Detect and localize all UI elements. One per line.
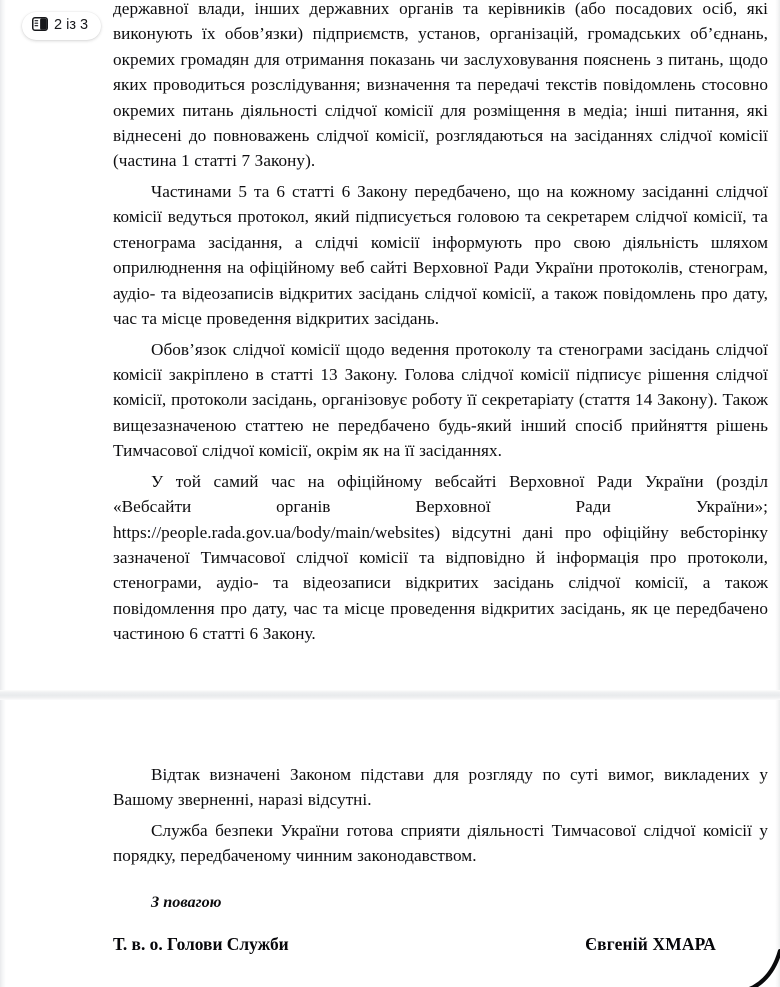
paragraph: У той самий час на офіційному вебсайті Верховної Ради України (розділ «Вебсайти органів Верховної Ради України»; https://people.rada.gov.ua/body/main/websites) відсутні дані про офіційну вебсторінку зазначеної Тимчасової слідчої комісії та відповідно й інформація про протоколи, стенограми, аудіо- та відеозаписи відкритих засідань слідчої комісії, а також повідомлення про дату, час та місце проведення відкритих засідань, як це передбачено частиною 6 статті 6 Закону. — [113, 471, 768, 644]
signer-name: Євгеній ХМАРА — [585, 934, 716, 955]
signature-block — [113, 913, 768, 955]
paragraph: Обов’язок слідчої комісії щодо ведення протоколу та стенограми засідань слідчої комісії закріплено в статті 13 Закону. Голова слідчої комісії підписує рішення слідчої комісії, протоколи засідань, організовує роботу її секретаріату (стаття 14 Закону). Також вищезазначеною статтею не передбачено будь-який інший спосіб прийняття рішень Тимчасової слідчої комісії, окрім як на її засіданнях. — [113, 339, 768, 461]
page-separator — [0, 690, 780, 700]
pages-spread-icon — [32, 17, 48, 35]
regards-line: З повагою — [151, 893, 222, 912]
page-count-badge[interactable] — [22, 12, 101, 40]
page-right-edge — [775, 700, 780, 987]
paragraph: державної влади, інших державних органів та керівників (або посадових осіб, які виконують їх обов’язки) підприємств, установ, організацій, громадських об’єднань, окремих громадян для отримання показань чи заслуховування пояснень з питань, щодо яких проводиться розслідування; визначення та передачі текстів повідомлень стосовно окремих питань діяльності слідчої комісії для розміщення в медіа; інші питання, які віднесені до повноважень слідчої комісії, розглядаються на засіданнях слідчої комісії (частина 1 статті 7 Закону). — [113, 0, 768, 171]
paragraph: Відтак визначені Законом підстави для розгляду по суті вимог, викладених у Вашому зверненні, наразі відсутні. — [113, 765, 768, 810]
page-right-edge — [775, 0, 780, 692]
page-count-label: 2 із 3 — [54, 17, 89, 34]
page-2-text-body — [113, 0, 768, 647]
paragraph: Служба безпеки України готова сприяти діяльності Тимчасової слідчої комісії у порядку, передбаченому чинним законодавством. — [113, 820, 768, 866]
document-page-3[interactable] — [0, 700, 780, 987]
page-left-edge — [0, 0, 6, 692]
page-left-edge — [0, 700, 6, 987]
paragraph: Частинами 5 та 6 статті 6 Закону передбачено, що на кожному засіданні слідчої комісії ведуться протокол, який підписується головою та секретарем слідчої комісії, та стенограма засідання, а слідчі комісії інформують про свою діяльність шляхом оприлюднення на офіційному веб сайті Верховної Ради України протоколів, стенограм, аудіо- та відеозаписів відкритих засідань слідчої комісії, а також повідомлень про дату, час та місце проведення відкритих засідань. — [113, 182, 768, 329]
page-3-text-body — [113, 762, 768, 955]
signer-title: Т. в. о. Голови Служби — [113, 934, 289, 955]
